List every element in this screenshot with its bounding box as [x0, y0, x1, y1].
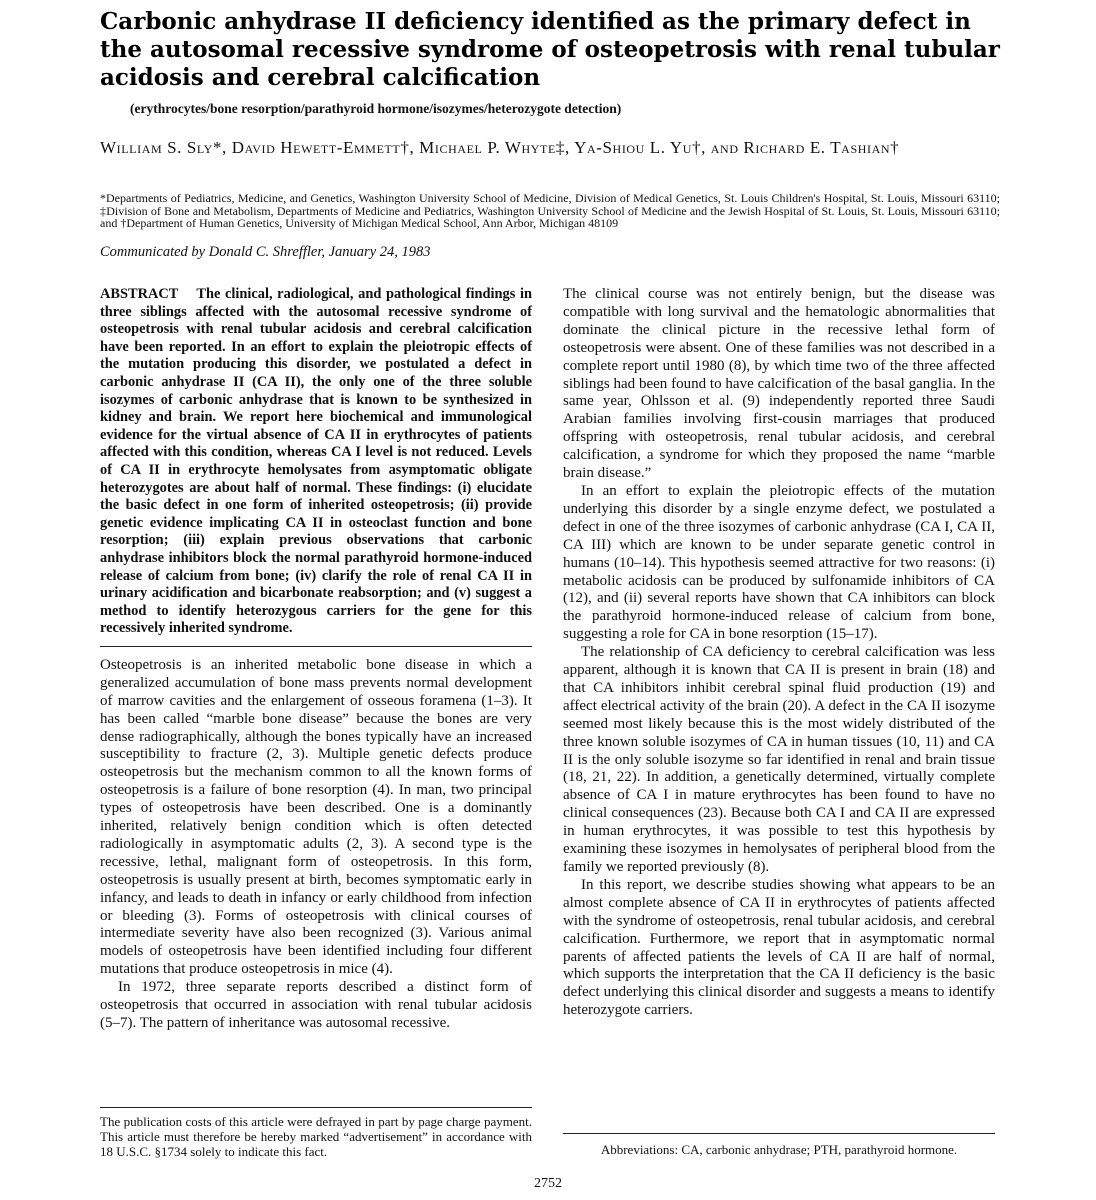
article-title: Carbonic anhydrase II deficiency identified as the primary defect in the autosomal recessive syndrome of osteopetrosis with renal tubular acidosis and cerebral calcification	[100, 8, 1000, 91]
body-paragraph: In 1972, three separate reports described a distinct form of osteopetrosis that occurred in association with renal tubular acidosis (5–7). The pattern of inheritance was autosomal recessive.	[100, 979, 532, 1031]
body-paragraph: Osteopetrosis is an inherited metabolic bone disease in which a generalized accumulation of bone mass prevents normal development of marrow cavities and the enlargement of osseous foramena (1–3). It has been called “marble bone disease” because the bones are very dense radiographically, although the bones typically have an increased susceptibility to fracture (2, 3). Multiple genetic defects produce osteopetrosis but the mechanism common to all the known forms of osteopetrosis is a failure of bone resorption (4). In man, two principal types of osteopetrosis have been described. One is a dominantly inherited, relatively benign condition which is often detected radiologically in asymptomatic adults (2, 3). A second type is the recessive, lethal, malignant form of osteopetrosis. In this form, osteopetrosis is usually present at birth, becomes symptomatic early in infancy, and leads to death in infancy or early childhood from infection or bleeding (3). Forms of osteopetrosis with clinical courses of intermediate severity have also been recognized (3). Various animal models of osteopetrosis have been identified including four different mutations that produce osteopetrosis in mice (4).	[100, 656, 532, 978]
publication-footnote: The publication costs of this article were defrayed in part by page charge payment. This article must therefore be hereby marked “advertisement” in accordance with 18 U.S.C. §1734 solely to indicate this fact.	[100, 1107, 532, 1159]
affiliations: *Departments of Pediatrics, Medicine, and Genetics, Washington University School of Medicine, Division of Medical Genetics, St. Louis Children's Hospital, St. Louis, Missouri 63110; ‡Division of Bone and Metabolism, Departments of Medicine and Pediatrics, Washington University School of Medicine and the Jewish Hospital of St. Louis, St. Louis, Missouri 63110; and †Department of Human Genetics, University of Michigan Medical School, Ann Arbor, Michigan 48109	[100, 191, 1000, 230]
abbreviations-footnote: Abbreviations: CA, carbonic anhydrase; PTH, parathyroid hormone.	[563, 1133, 995, 1157]
body-paragraph: The relationship of CA deficiency to cerebral calcification was less apparent, although it is known that CA II is present in brain (18) and that CA inhibitors inhibit cerebral spinal fluid production (19) and affect electrical activity of the brain (20). A defect in the CA II isozyme seemed most likely because this is the most widely distributed of the three known soluble isozymes of CA in human tissues (10, 11) and CA II is the only soluble isozyme so far identified in renal and brain tissue (18, 21, 22). In addition, a genetically determined, virtually complete absence of CA I in mature erythrocytes has been found to have no clinical consequences (23). Because both CA I and CA II are expressed in human erythrocytes, it was possible to test this hypothesis by examining these isozymes in hemolysates of peripheral blood from the family we reported previously (8).	[563, 644, 995, 875]
communicated-by: Communicated by Donald C. Shreffler, January 24, 1983	[100, 244, 431, 260]
body-paragraph: In an effort to explain the pleiotropic effects of the mutation underlying this disorder by a single enzyme defect, we postulated a defect in one of the three isozymes of carbonic anhydrase (CA I, CA II, CA III) which are known to be under separate genetic control in humans (10–14). This hypothesis seemed attractive for two reasons: (i) metabolic acidosis can be produced by sulfonamide inhibitors of CA (12), and (ii) several reports have shown that CA inhibitors can block the parathyroid hormone-induced release of calcium from bone, suggesting a role for CA in bone resorption (15–17).	[563, 482, 995, 643]
right-column	[563, 286, 995, 1020]
abstract-label: ABSTRACT	[100, 286, 179, 302]
left-column	[100, 286, 532, 1033]
abstract-text: The clinical, radiological, and pathological findings in three siblings affected with the autosomal recessive syndrome of osteopetrosis with renal tubular acidosis and cerebral calcification have been reported. In an effort to explain the pleiotropic effects of the mutation producing this disorder, we postulated a defect in carbonic anhydrase II (CA II), the only one of the three soluble isozymes of carbonic anhydrase that is known to be synthesized in kidney and brain. We report here biochemical and immunological evidence for the virtual absence of CA II in erythrocytes of patients affected with this condition, whereas CA I level is not reduced. Levels of CA II in erythrocyte hemolysates from asymptomatic obligate heterozygotes are about half of normal. These findings: (i) elucidate the basic defect in one form of inherited osteopetrosis; (ii) provide genetic evidence implicating CA II in osteoclast function and bone resorption; (iii) explain previous observations that carbonic anhydrase inhibitors block the normal parathyroid hormone-induced release of calcium from bone; (iv) clarify the role of renal CA II in urinary acidification and bicarbonate reabsorption; and (v) suggest a method to identify heterozygous carriers for the gene for this recessively inherited syndrome.	[100, 286, 532, 637]
page-number: 2752	[534, 1176, 562, 1191]
abstract-divider	[100, 646, 532, 647]
body-paragraph: In this report, we describe studies showing what appears to be an almost complete absence of CA II in erythrocytes of patients affected with the syndrome of osteopetrosis, renal tubular acidosis, and cerebral calcification. Furthermore, we report that in asymptomatic normal parents of affected patients the levels of CA II are half of normal, which supports the interpretation that the CA II deficiency is the basic defect underlying this clinical disorder and suggests a means to identify heterozygote carriers.	[563, 876, 995, 1019]
author-list: William S. Sly*, David Hewett-Emmett†, Michael P. Whyte‡, Ya-Shiou L. Yu†, and Richard E. Tashian†	[100, 138, 900, 157]
body-paragraph: The clinical course was not entirely benign, but the disease was compatible with long survival and the hematologic abnormalities that dominate the clinical picture in the recessive lethal form of osteopetrosis were absent. One of these families was not described in a complete report until 1980 (8), by which time two of the three affected siblings had been found to have calcification of the basal ganglia. In the same year, Ohlsson et al. (9) independently reported three Saudi Arabian families involving first-cousin marriages that produced offspring with osteopetrosis, renal tubular acidosis, and cerebral calcification, a syndrome for which they proposed the name “marble brain disease.”	[563, 286, 995, 482]
keywords: (erythrocytes/bone resorption/parathyroid hormone/isozymes/heterozygote detection)	[130, 101, 622, 116]
abstract	[100, 286, 532, 638]
